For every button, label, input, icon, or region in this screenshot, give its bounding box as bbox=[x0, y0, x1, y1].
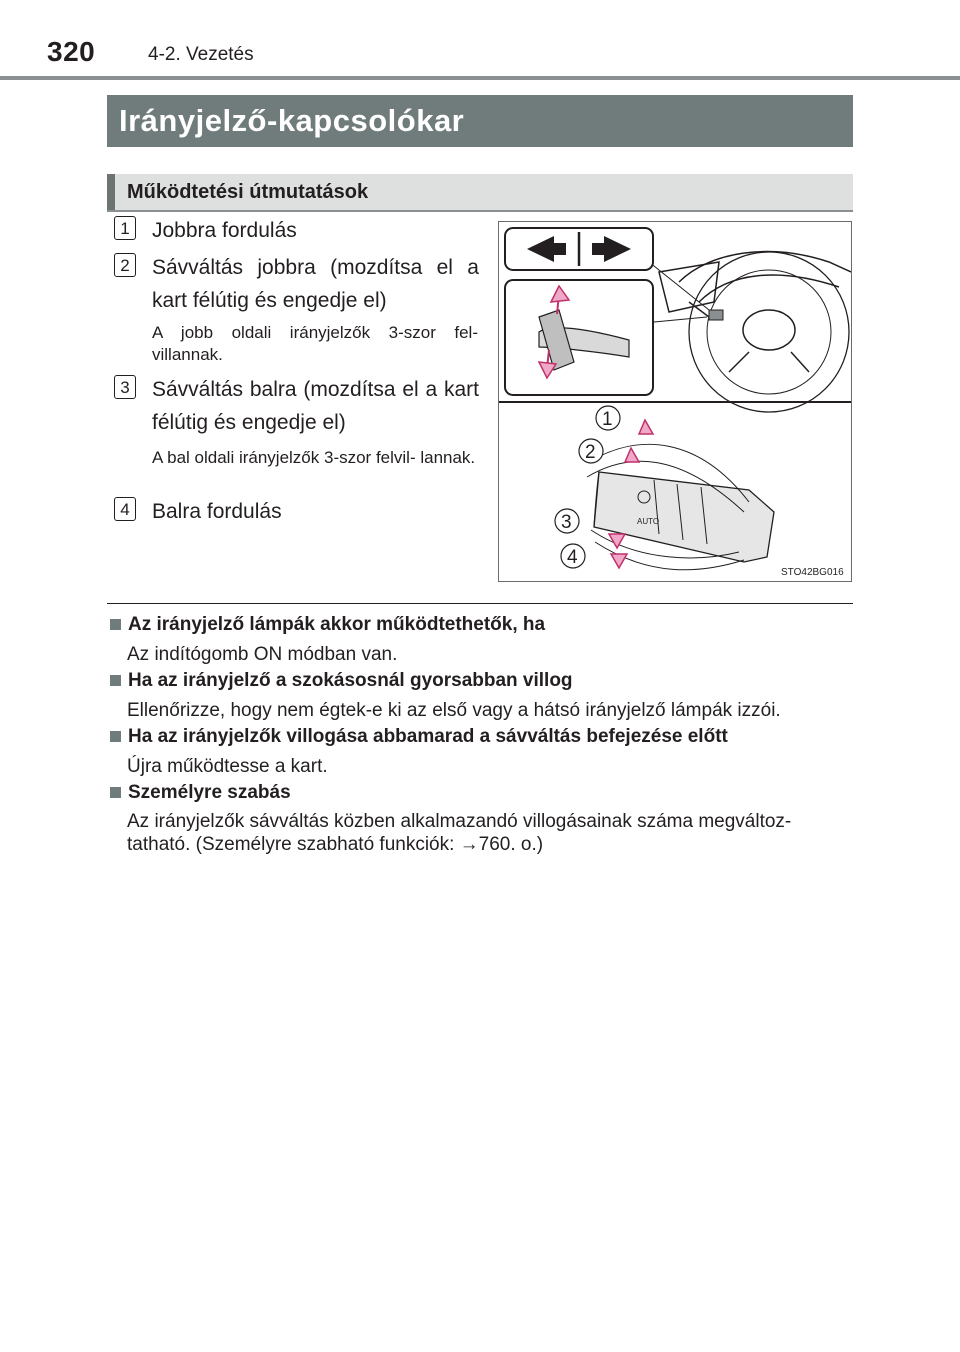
note-heading-text: Ha az irányjelzők villogása abbamarad a sávváltás befejezése előtt bbox=[128, 726, 728, 747]
turn-left-arrow-icon bbox=[611, 554, 627, 568]
subsection-title: Működtetési útmutatások bbox=[127, 181, 369, 203]
step-number-badge: 1 bbox=[114, 216, 136, 240]
header-rule bbox=[0, 76, 960, 80]
note-body-1: Az indítógomb ON módban van. bbox=[127, 644, 398, 665]
step-number-badge: 3 bbox=[114, 375, 136, 399]
note-body-3: Újra működtesse a kart. bbox=[127, 756, 328, 777]
page-number: 320 bbox=[47, 36, 96, 67]
bullet-square-icon bbox=[110, 787, 121, 798]
bullet-square-icon bbox=[110, 619, 121, 630]
step-3-note: A bal oldali irányjelzők 3-szor felvil- lannak. bbox=[152, 448, 476, 467]
note-heading-text: Ha az irányjelző a szokásosnál gyorsabban villog bbox=[128, 670, 573, 691]
chapter-title: 4-2. Vezetés bbox=[148, 44, 254, 65]
note-heading-1 bbox=[110, 614, 545, 636]
note-heading-text: Személyre szabás bbox=[128, 782, 291, 803]
lane-right-arrow-icon bbox=[625, 448, 639, 462]
subsection-bar bbox=[107, 174, 853, 212]
lever-drawing bbox=[499, 222, 851, 581]
note-heading-2 bbox=[110, 670, 573, 692]
bullet-square-icon bbox=[110, 731, 121, 742]
turn-right-arrow-icon bbox=[639, 420, 653, 434]
note-body-2: Ellenőrizze, hogy nem égtek-e ki az első vagy a hátsó irányjelző lámpák izzói. bbox=[127, 700, 781, 721]
note-body-4: Az irányjelzők sávváltás közben alkalmazandó villogásainak száma megváltoz- tatható. (Személyre szabható funkciók: →760. o.) bbox=[127, 811, 792, 855]
lever-text: AUTO bbox=[637, 517, 660, 526]
callout-3-label: 3 bbox=[561, 512, 572, 533]
right-arrow-tail bbox=[592, 243, 604, 255]
step-label: Sávváltás jobbra (mozdítsa el a kart félútig és engedje el) bbox=[152, 256, 479, 312]
section-rule bbox=[107, 603, 853, 604]
step-label: Sávváltás balra (mozdítsa el a kart félútig és engedje el) bbox=[152, 378, 479, 434]
callout-2-label: 2 bbox=[585, 442, 596, 463]
step-number-badge: 4 bbox=[114, 497, 136, 521]
step-2-note: A jobb oldali irányjelzők 3-szor fel- villannak. bbox=[152, 323, 478, 364]
bullet-square-icon bbox=[110, 675, 121, 686]
section-title-bar bbox=[107, 95, 853, 147]
lever-illustration bbox=[498, 221, 852, 582]
callout-4-label: 4 bbox=[567, 547, 578, 568]
step-number-badge: 2 bbox=[114, 253, 136, 277]
note-heading-4 bbox=[110, 782, 291, 804]
note-heading-text: Az irányjelző lámpák akkor működtethetők, ha bbox=[128, 614, 546, 635]
figure-code: STO42BG016 bbox=[781, 567, 844, 578]
step-label: Balra fordulás bbox=[152, 500, 282, 523]
step-label: Jobbra fordulás bbox=[152, 219, 297, 242]
left-arrow-tail bbox=[554, 243, 566, 255]
callout-1-label: 1 bbox=[602, 409, 613, 430]
lever-body bbox=[594, 472, 774, 562]
note-heading-3 bbox=[110, 726, 728, 748]
lever-stub bbox=[709, 310, 723, 320]
section-title: Irányjelző-kapcsolókar bbox=[119, 103, 465, 138]
subsection-accent bbox=[107, 174, 115, 210]
